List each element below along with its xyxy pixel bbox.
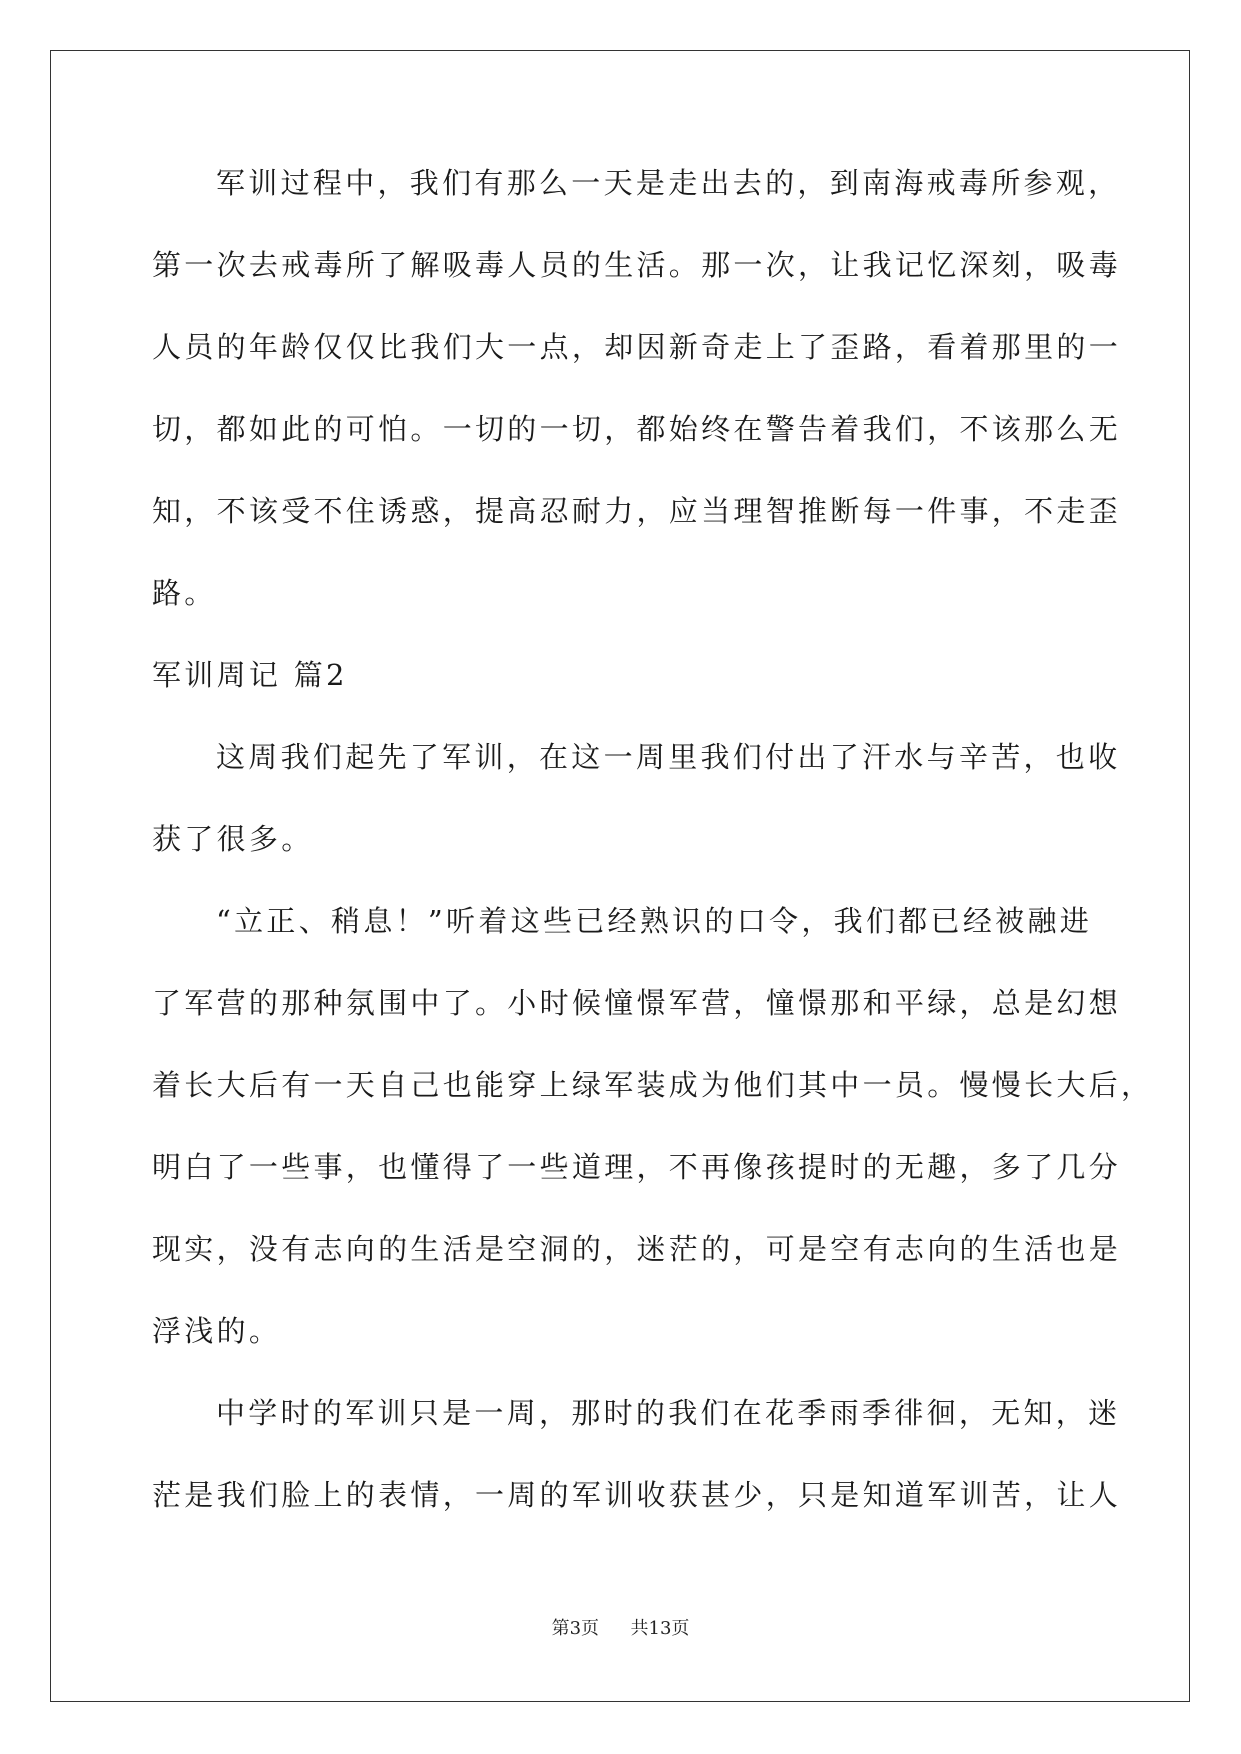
paragraph-line: 第一次去戒毒所了解吸毒人员的生活。那一次，让我记忆深刻，吸毒 bbox=[152, 248, 1122, 282]
page-number-current: 第3页 bbox=[551, 1618, 600, 1639]
paragraph-line: 中学时的军训只是一周，那时的我们在花季雨季徘徊，无知，迷 bbox=[216, 1396, 1121, 1430]
paragraph-line: “立正、稍息！”听着这些已经熟识的口令，我们都已经被融进 bbox=[216, 904, 1093, 938]
section-heading: 军训周记 篇2 bbox=[152, 658, 348, 692]
paragraph-line: 人员的年龄仅仅比我们大一点，却因新奇走上了歪路，看着那里的一 bbox=[152, 330, 1122, 364]
paragraph-line: 明白了一些事，也懂得了一些道理，不再像孩提时的无趣，多了几分 bbox=[152, 1150, 1122, 1184]
paragraph-line: 茫是我们脸上的表情，一周的军训收获甚少，只是知道军训苦，让人 bbox=[152, 1478, 1122, 1512]
paragraph-line: 知，不该受不住诱惑，提高忍耐力，应当理智推断每一件事，不走歪 bbox=[152, 494, 1122, 528]
paragraph-line: 现实，没有志向的生活是空洞的，迷茫的，可是空有志向的生活也是 bbox=[152, 1232, 1122, 1266]
paragraph-line: 浮浅的。 bbox=[152, 1314, 282, 1348]
paragraph-line: 获了很多。 bbox=[152, 822, 314, 856]
page-number-total: 共13页 bbox=[630, 1618, 690, 1639]
paragraph-line: 了军营的那种氛围中了。小时候憧憬军营，憧憬那和平绿，总是幻想 bbox=[152, 986, 1122, 1020]
paragraph-line: 军训过程中，我们有那么一天是走出去的，到南海戒毒所参观， bbox=[216, 166, 1121, 200]
paragraph-line: 路。 bbox=[152, 576, 217, 610]
paragraph-line: 着长大后有一天自己也能穿上绿军装成为他们其中一员。慢慢长大后， bbox=[152, 1068, 1154, 1102]
document-body bbox=[152, 158, 1154, 1552]
paragraph-line: 这周我们起先了军训，在这一周里我们付出了汗水与辛苦，也收 bbox=[216, 740, 1121, 774]
paragraph-line: 切，都如此的可怕。一切的一切，都始终在警告着我们，不该那么无 bbox=[152, 412, 1122, 446]
page-footer bbox=[0, 1614, 1241, 1640]
